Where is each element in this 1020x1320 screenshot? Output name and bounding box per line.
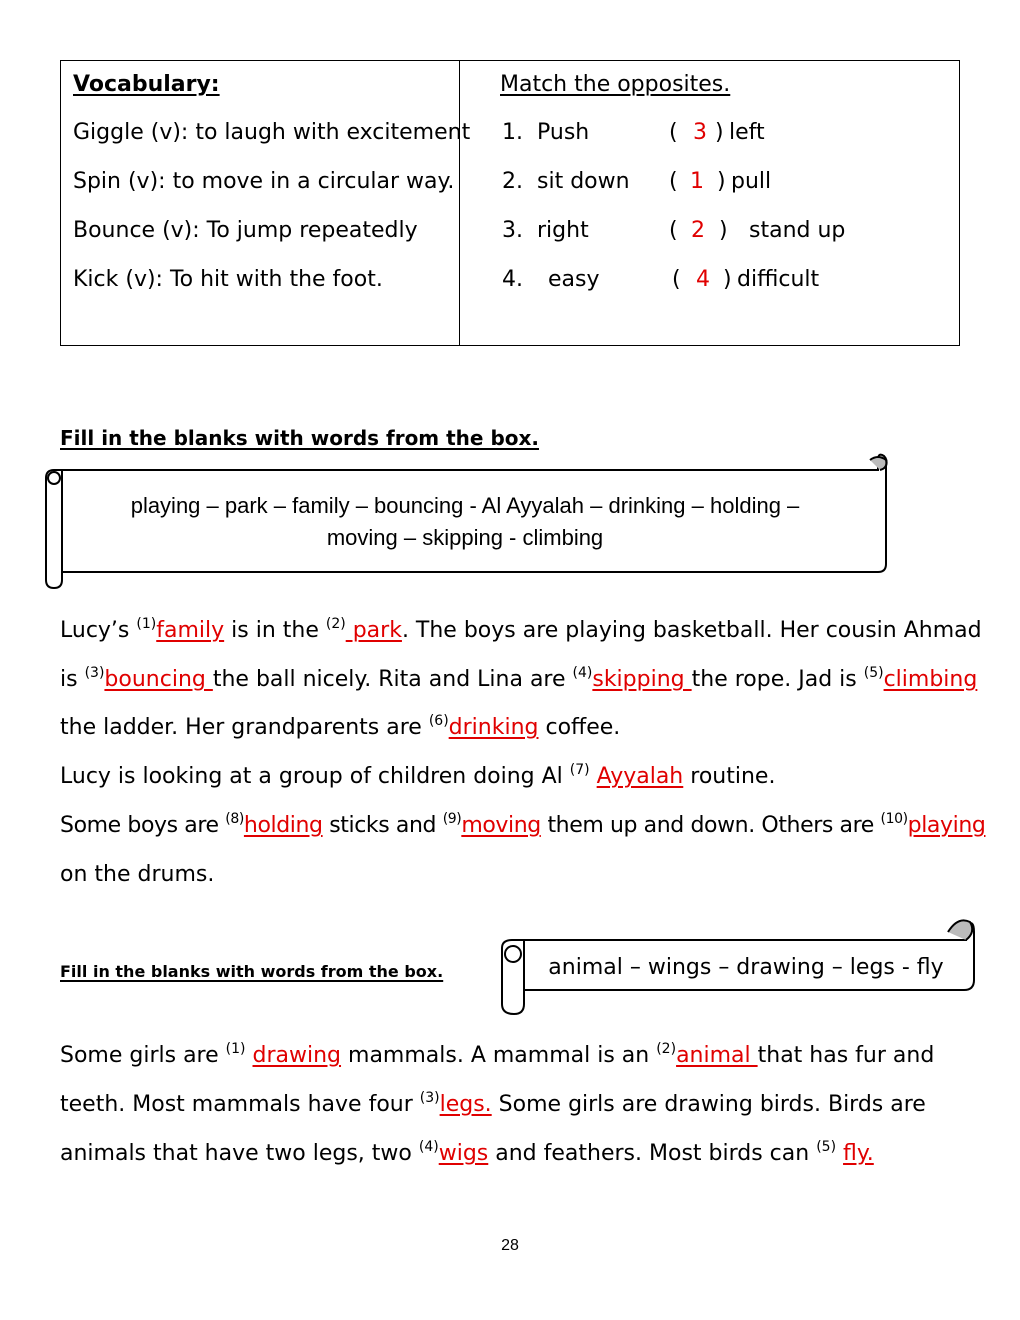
vocabulary-item: Kick (v): To hit with the foot. [73, 267, 383, 292]
match-word: right [537, 218, 589, 243]
blank-number: (7) [569, 762, 590, 778]
word-box-scroll-1 [40, 452, 890, 592]
word-box-line: moving – skipping - climbing [326, 525, 604, 550]
match-answer: 3 [693, 120, 707, 145]
answer: moving [461, 813, 541, 838]
blank-number: (1) [136, 616, 157, 632]
passage-line: Some boys are $^{(8)}$holding sticks and $^{(9)}$moving them up and down. Others are $^{(10)}$playing [60, 811, 986, 838]
answer: drawing [252, 1043, 342, 1068]
answer: bouncing [104, 667, 213, 692]
passage-line: on the drums. [60, 862, 215, 887]
match-word: Push [537, 120, 590, 145]
word-box-scroll-2 [496, 914, 980, 1018]
match-paren-open: ( [669, 120, 678, 145]
blank-number: (5) [863, 665, 884, 681]
page-number: 28 [501, 1237, 519, 1254]
word-box-line: playing – park – family – bouncing - Al Ayyalah – drinking – holding – [130, 493, 800, 518]
answer: skipping [592, 667, 692, 692]
blank-number: (10) [880, 811, 908, 827]
match-number: 1. [502, 120, 523, 145]
passage-line: the ladder. Her grandparents are $^{(6)}$drinking coffee. [60, 713, 621, 740]
match-paren-close: ) [715, 120, 724, 145]
match-opposite: stand up [749, 218, 846, 243]
scroll-shape [40, 452, 890, 592]
word-box-text: animal – wings – drawing – legs - fly [548, 955, 944, 980]
match-title: Match the opposites. [500, 72, 731, 97]
match-opposite: pull [731, 169, 772, 194]
blank-number: (8) [225, 811, 244, 827]
answer: park [345, 618, 402, 643]
match-paren-close: ) [719, 218, 728, 243]
match-word: sit down [537, 169, 630, 194]
blank-number: (9) [442, 811, 462, 827]
match-paren-open: ( [669, 169, 678, 194]
blank-number: (4) [418, 1139, 439, 1155]
vocabulary-item: Spin (v): to move in a circular way. [73, 169, 455, 194]
answer: animal [676, 1043, 758, 1068]
passage-line: teeth. Most mammals have four $^{(3)}$legs. Some girls are drawing birds. Birds are [60, 1090, 926, 1117]
answer: family [156, 618, 225, 643]
blank-number: (1) [225, 1041, 246, 1057]
table-divider [459, 61, 460, 345]
passage-line: Lucy’s $^{(1)}$family is in the $^{(2)}$ park. The boys are playing basketball. Her cousin Ahmad [60, 616, 982, 643]
match-paren-open: ( [669, 218, 678, 243]
answer: holding [243, 813, 323, 838]
blank-number: (2) [325, 616, 346, 632]
match-word: easy [548, 267, 600, 292]
passage-line: Some girls are $^{(1)}$ drawing mammals. A mammal is an $^{(2)}$animal that has fur and [60, 1041, 935, 1068]
blank-number: (5) [816, 1139, 837, 1155]
vocabulary-title: Vocabulary: [73, 72, 220, 97]
answer: drinking [448, 715, 539, 740]
answer: Ayyalah [596, 764, 684, 789]
answer: wigs [438, 1141, 489, 1166]
exercise2-instruction: Fill in the blanks with words from the box. [60, 962, 444, 981]
match-number: 4. [502, 267, 523, 292]
match-opposite: left [729, 120, 765, 145]
blank-number: (2) [656, 1041, 677, 1057]
vocabulary-item: Giggle (v): to laugh with excitement [73, 120, 471, 145]
match-answer: 2 [691, 218, 705, 243]
passage-line: is $^{(3)}$bouncing the ball nicely. Rita and Lina are $^{(4)}$skipping the rope. Jad is $^{(5)}$climbing [60, 665, 978, 692]
blank-number: (6) [428, 713, 449, 729]
vocabulary-match-table [60, 60, 960, 346]
answer: legs. [439, 1092, 492, 1117]
match-paren-close: ) [723, 267, 732, 292]
blank-number: (4) [572, 665, 593, 681]
blank-number: (3) [419, 1090, 440, 1106]
passage-line: animals that have two legs, two $^{(4)}$wigs and feathers. Most birds can $^{(5)}$ fly. [60, 1139, 874, 1166]
answer: playing [907, 813, 986, 838]
match-answer: 1 [690, 169, 704, 194]
passage-line: Lucy is looking at a group of children doing Al $^{(7)}$ Ayyalah routine. [60, 762, 776, 789]
match-answer: 4 [696, 267, 710, 292]
match-number: 2. [502, 169, 523, 194]
vocabulary-item: Bounce (v): To jump repeatedly [73, 218, 418, 243]
answer: fly. [843, 1141, 874, 1166]
match-paren-close: ) [717, 169, 726, 194]
match-opposite: difficult [737, 267, 820, 292]
answer: climbing [883, 667, 978, 692]
match-number: 3. [502, 218, 523, 243]
blank-number: (3) [84, 665, 105, 681]
exercise1-instruction: Fill in the blanks with words from the box. [60, 426, 539, 450]
match-paren-open: ( [672, 267, 681, 292]
